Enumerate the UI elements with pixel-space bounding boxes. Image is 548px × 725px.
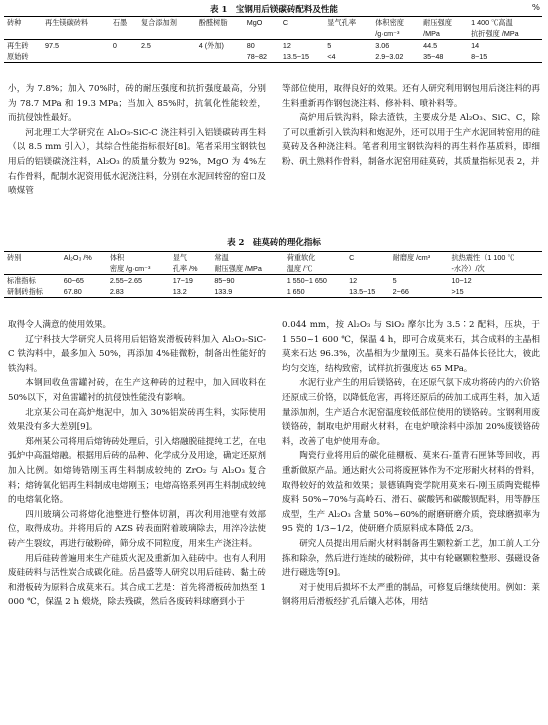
paragraph: 用后硅砖普遍用来生产硅质火泥及重新加入硅砖中。也有人利用废硅砖料与活性炭合成碳化硅。岳昌盛等人研究以用后硅砖、黏土砖和滑板砖为原料合成莫来石。其合成工艺是：首先将滑板砖加热至 1 000 ℃，保温 2 h 煅烧，除去残碳，然后各废砖料球磨到小于 (8, 553, 266, 608)
table-cell: 0 (112, 41, 117, 50)
table2-header-cell: C (346, 252, 390, 264)
table1-unit: % (531, 3, 540, 13)
table-cell: 2~66 (390, 286, 449, 298)
table-cell: 3.06 (375, 41, 390, 50)
table-cell: 4 (外加) (198, 41, 224, 50)
table1-caption: 表 1 宝钢用后镁碳砖配料及性能 % (210, 3, 540, 15)
table1-subheader-cell: /g·cm⁻³ (372, 28, 420, 40)
table-cell: 67.80 (61, 286, 107, 298)
table-row (4, 286, 542, 298)
paragraph: 陶瓷行业将用后的碳化硅棚板、莫来石-堇青石匣钵等回收，再重新做原产品。通达耐火公司将废匣钵作为不定形耐火材料的骨料，取得较好的效益和效果；景德镇陶瓷学院用莫来石-刚玉质陶瓷辊棒废料 50%~70%与高岭石、滑石、碳酸钙和碳酸钡配料，用等静压成型，生产 Al₂O₃ 含量 50%~60%的耐磨研磨介质，瓷球磨损率为 95 瓷的 1/3~1/2，使研磨介质原料成本降低 2/3。 (282, 451, 540, 535)
table2-subheader-cell (4, 263, 61, 275)
table-cell: >15 (448, 286, 542, 298)
table1-subheader-cell (244, 28, 280, 40)
table1-subheader-cell (4, 28, 42, 40)
table2 (4, 251, 542, 298)
table-cell: 标准指标 (7, 276, 36, 285)
table-cell: 10~12 (451, 276, 472, 285)
table1-subheader-cell (280, 28, 324, 40)
table-cell: 2.5 (140, 41, 151, 50)
table-cell (42, 51, 110, 63)
table-cell: 2.9~3.02 (372, 51, 420, 63)
table1-header-cell: 体积密度 (372, 17, 420, 29)
table2-header-cell: 常温 (211, 252, 283, 264)
table1-subheader-cell (42, 28, 110, 40)
table1-subheader-cell: 抗折强度 /MPa (468, 28, 542, 40)
table-cell: 133.9 (211, 286, 283, 298)
left-column-top (8, 82, 266, 199)
table2-header-cell: 耐磨度 /cm³ (390, 252, 449, 264)
table-cell: 8~15 (468, 51, 542, 63)
table1-header-cell: 砖种 (4, 17, 42, 29)
table-cell: 12 (349, 276, 358, 285)
right-column-top (282, 82, 540, 170)
paragraph: 本钢回收鱼雷罐衬砖，在生产这种砖的过程中，加入回收料在 50%以下，对鱼雷罐衬的抗侵蚀性能没有影响。 (8, 378, 266, 403)
paragraph: 等部位使用，取得良好的效果。还有人研究利用钢包用后浇注料的再生料重新再作钢包浇注料、修补料、喷补料等。 (282, 84, 540, 109)
paragraph: 小，为 7.8%；加入 70%时，砖的耐压强度和抗折强度最高，分别为 78.7 MPa 和 19.3 MPa；当加入 85%时，抗氧化性能较差，而抗侵蚀性最好。 (8, 84, 266, 124)
table2-header-cell: 抗热震性（1 100 ℃ (448, 252, 542, 264)
table-cell (110, 51, 138, 63)
table2-subheader-cell (61, 263, 107, 275)
table-cell: 再生砖 (7, 41, 29, 50)
right-column-bottom (282, 318, 540, 610)
table2-subheader-cell (346, 263, 390, 275)
table1-subheader-row (4, 28, 542, 40)
table-cell: 5 (392, 276, 397, 285)
table-cell: 17~19 (172, 276, 193, 285)
table1-header-cell: 再生镁碳砖料 (42, 17, 110, 29)
paragraph: 0.044 mm，按 Al₂O₃ 与 SiO₂ 摩尔比为 3.5∶2 配料，压块，于 1 550~1 600 ℃，保温 4 h，即可合成莫来石，其合成料的主晶相莫来石达 96.3%，次晶相为少量刚玉。莫来石晶体长径比大，彼此均匀交连，结构致密，试样抗折强度达 65 MPa。 (282, 320, 540, 374)
paragraph: 河北理工大学研究在 Al₂O₃-SiC-C 浇注料引入铝镁碳砖再生料（以 8.5 mm 引入），其综合性能指标很好[8]。笔者采用宝钢铁包用后的铝镁碳浇注料，Al₂O₃ 的质量分数为 92%，MgO 为 4%左右作骨料，配制水泥资用低水泥浇注料，分别在水泥回转窑的窑口及喷煤管 (8, 127, 266, 197)
table-cell: 13.5~15 (346, 286, 390, 298)
table-cell: 35~48 (420, 51, 468, 63)
paragraph: 北京某公司在高炉炮泥中，加入 30%铝炭砖再生料，实际使用效果没有多大差别[9]。 (8, 407, 266, 433)
table1-subheader-cell (110, 28, 138, 40)
paragraph: 水泥行业产生的用后镁铬砖，在还原气氛下成功将砖内的六价铬还原成三价铬，以降低危害，再将还原后的砖加工成再生料，加入适量添加剂，生产适合水泥窑温度较低部位使用的镁铬砖。宝钢利用废镁铬砖，制取电炉用耐火材料，在电炉喷涂料中添加 20%废镁铬砖料，改善了电炉使用寿命。 (282, 378, 540, 447)
table-cell (138, 51, 196, 63)
table2-header-cell: 显气 (170, 252, 212, 264)
table2-header-cell: 荷重软化 (284, 252, 346, 264)
left-column-bottom (8, 318, 266, 610)
table1-header-cell: 石墨 (110, 17, 138, 29)
paragraph: 研究人员提出用后耐火材料制备再生颗粒新工艺，加工前人工分拣和除杂，然后进行连续的破粉碎，其中有轮碾颗粒整形、强磁设备进行磁选等[9]。 (282, 538, 540, 579)
table-cell: 2.83 (107, 286, 170, 298)
table1-header-cell: 耐压强度 (420, 17, 468, 29)
table2-subheader-cell: 密度 /g·cm⁻³ (107, 263, 170, 275)
table1-subheader-cell (324, 28, 372, 40)
table-cell: 13.2 (170, 286, 212, 298)
table1-header-row (4, 17, 542, 29)
table-cell: 1 550~1 650 (286, 276, 327, 285)
table1-header-cell: 酚醛树脂 (196, 17, 244, 29)
table1-header-cell: 1 400 ℃高温 (468, 17, 542, 29)
paragraph: 对于使用后损坏不太严重的制品，可修复后继续使用。例如：莱钢将用后滑板经扩孔后镶入芯体，用结 (282, 582, 540, 608)
table-cell: 12 (282, 41, 291, 50)
table-cell: 研制砖指标 (4, 286, 61, 298)
table-cell: 85~90 (214, 276, 235, 285)
table-cell: 1 650 (284, 286, 346, 298)
table-cell: 13.5~15 (280, 51, 324, 63)
table2-header-cell: 砖别 (4, 252, 61, 264)
table1-header-cell: C (280, 17, 324, 29)
table1 (4, 16, 542, 63)
table-cell: 97.5 (45, 41, 60, 50)
table-cell: 5 (327, 41, 332, 50)
paragraph: 辽宁科技大学研究人员将用后铝铬炭滑板砖料加入 Al₂O₃-SiC-C 铁沟料中，最多加入 50%，再添加 4%硅微粉，制备出性能好的铁沟料。 (8, 334, 266, 374)
table-cell: 原始砖 (4, 51, 42, 63)
table-cell: 60~65 (63, 276, 84, 285)
table1-subheader-cell (196, 28, 244, 40)
table1-subheader-cell (138, 28, 196, 40)
table-cell: 80 (246, 41, 255, 50)
paragraph: 取得令人满意的使用效果。 (8, 320, 112, 330)
table-cell: 14 (471, 41, 480, 50)
table-cell: <4 (324, 51, 372, 63)
table2-subheader-cell (390, 263, 449, 275)
table-row (4, 40, 542, 52)
table2-subheader-row (4, 263, 542, 275)
table2-subheader-cell: 温度 /℃ (284, 263, 346, 275)
table2-subheader-cell: 耐压强度 /MPa (211, 263, 283, 275)
table1-header-cell: 显气孔率 (324, 17, 372, 29)
table-cell: 2.55~2.65 (109, 276, 142, 285)
table2-subheader-cell: 孔率 /% (170, 263, 212, 275)
table2-subheader-cell: -水冷）/次 (448, 263, 542, 275)
table1-header-cell: 复合添加剂 (138, 17, 196, 29)
paragraph: 高炉用后铁沟料，除去渣铁，主要成分是 Al₂O₃、SiC、C，除了可以重新引入铁沟料和炮泥外，还可以用于生产水泥回转窑用的硅莫砖及各种浇注料。笔者利用宝钢铁沟料的再生料作基质料，即细粉、矾土熟料作骨料，制备水泥窑用硅莫砖，其质量指标见表 2，并 (282, 113, 540, 167)
table2-header-cell: 体积 (107, 252, 170, 264)
paragraph: 四川玻璃公司将熔化池整进行整体切割，再次利用池壁有效部位，取得成功。并将用后的 AZS 砖表面附着玻璃除去，用淬冷法使砖产生裂纹，再进行破粉碎，筛分成不同粒度，用来生产浇注料。 (8, 509, 266, 549)
table2-caption: 表 2 硅莫砖的理化指标 (227, 238, 321, 248)
table-row (4, 51, 542, 63)
table2-header-cell: Al₂O₃ /% (61, 252, 107, 264)
table1-header-cell: MgO (244, 17, 280, 29)
table1-subheader-cell: /MPa (420, 28, 468, 40)
table-cell: 78~82 (244, 51, 280, 63)
table-row (4, 275, 542, 287)
table-cell: 44.5 (423, 41, 438, 50)
table2-header-row (4, 252, 542, 264)
paragraph: 郑州某公司将用后熔铸砖处理后，引入熔融脱硅提纯工艺，在电弧炉中高温熔融。根据用后砖的品种、化学成分及用途，确定还原剂加入比例。如熔铸锆刚玉再生料制成较纯的 ZrO₂ 与 Al₂O₃ 复合料；熔铸氧化铝再生料制成电熔刚玉；电熔高铬系列再生料制成较纯的电熔氧化铬。 (8, 436, 266, 506)
table-cell (196, 51, 244, 63)
